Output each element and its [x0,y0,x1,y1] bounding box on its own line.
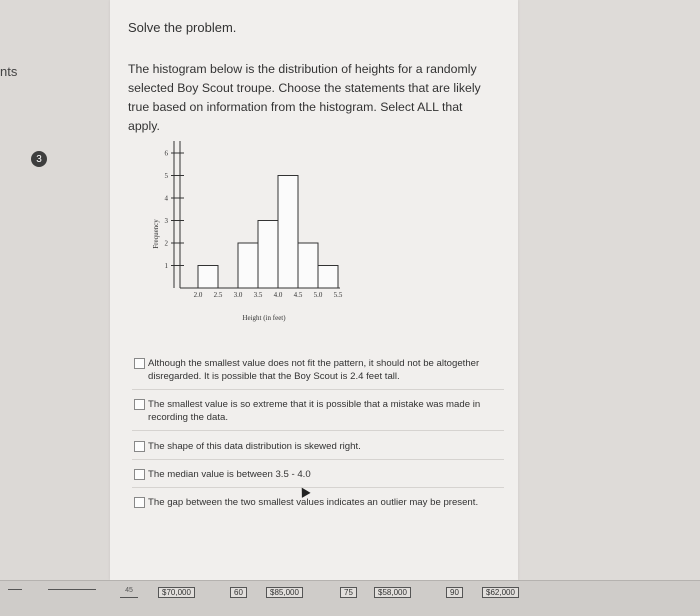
y-tick-label-3: 3 [164,217,168,225]
bottom-item-6[interactable]: 90 [446,587,463,598]
question-title: Solve the problem. [128,20,237,35]
option-5-label: The gap between the two smallest values indicates an outlier may be present. [148,497,479,508]
x-axis-label: Height (in feet) [242,314,286,322]
x-tick-label-3.5: 3.5 [253,291,263,299]
sidebar-label: nts [0,64,18,79]
bottom-item-4[interactable]: 75 [340,587,357,598]
histogram-bar-3.0-3.5 [238,243,258,288]
x-tick-label-5.5: 5.5 [333,291,343,299]
question-card [110,0,518,580]
option-3[interactable] [132,431,504,460]
bottom-dash-1 [8,589,22,590]
bottom-item-2[interactable]: 60 [230,587,247,598]
histogram-bar-3.5-4.0 [258,221,278,289]
left-sidebar [0,0,112,590]
histogram-bar-2.0-2.5 [198,266,218,289]
histogram-bar-4.5-5.0 [298,243,318,288]
question-number-badge[interactable]: 3 [31,151,47,167]
y-tick-label-1: 1 [164,262,168,270]
option-2[interactable] [132,390,504,431]
x-tick-label-4.0: 4.0 [273,291,283,299]
x-tick-label-2.0: 2.0 [193,291,203,299]
bottom-item-7[interactable]: $62,000 [482,587,519,598]
y-axis-label: Frequency [152,219,160,249]
option-1-label: Although the smallest value does not fit the pattern, it should not be altogether disregarded. It is possible that the Boy Scout is 2.4 feet tall. [148,358,480,382]
x-tick-label-5.0: 5.0 [313,291,323,299]
option-4-checkbox[interactable] [134,469,145,480]
bottom-bar [0,580,700,616]
option-4[interactable] [132,460,504,488]
y-tick-label-2: 2 [164,239,168,248]
x-tick-label-2.5: 2.5 [213,291,223,299]
option-3-label: The shape of this data distribution is skewed right. [148,441,361,452]
bottom-item-3[interactable]: $85,000 [266,587,303,598]
bottom-dash-2 [48,589,96,590]
option-1-checkbox[interactable] [134,358,145,369]
answer-options [132,352,504,515]
bottom-item-1[interactable]: $70,000 [158,587,195,598]
histogram-bar-4.0-4.5 [278,176,298,289]
bottom-item-5[interactable]: $58,000 [374,587,411,598]
option-5-checkbox[interactable] [134,497,145,508]
y-tick-label-4: 4 [164,194,168,203]
bottom-sep-1: 45 [120,587,138,598]
x-tick-label-4.5: 4.5 [293,291,303,299]
question-prompt: The histogram below is the distribution of heights for a randomly selected Boy Scout troupe. Choose the statements that are likely true based on information from the histogram. Select ALL that apply. [128,62,481,133]
right-background [518,0,700,580]
option-2-label: The smallest value is so extreme that it is possible that a mistake was made in recording the data. [148,399,481,423]
option-1[interactable] [132,352,504,390]
histogram-chart [146,136,386,336]
y-tick-label-6: 6 [164,149,168,158]
option-3-checkbox[interactable] [134,441,145,452]
histogram-bar-5.0-5.5 [318,266,338,289]
option-2-checkbox[interactable] [134,399,145,410]
x-tick-label-3.0: 3.0 [233,291,243,299]
option-5[interactable] [132,488,504,515]
y-tick-label-5: 5 [164,172,168,180]
option-4-label: The median value is between 3.5 - 4.0 [148,469,311,480]
